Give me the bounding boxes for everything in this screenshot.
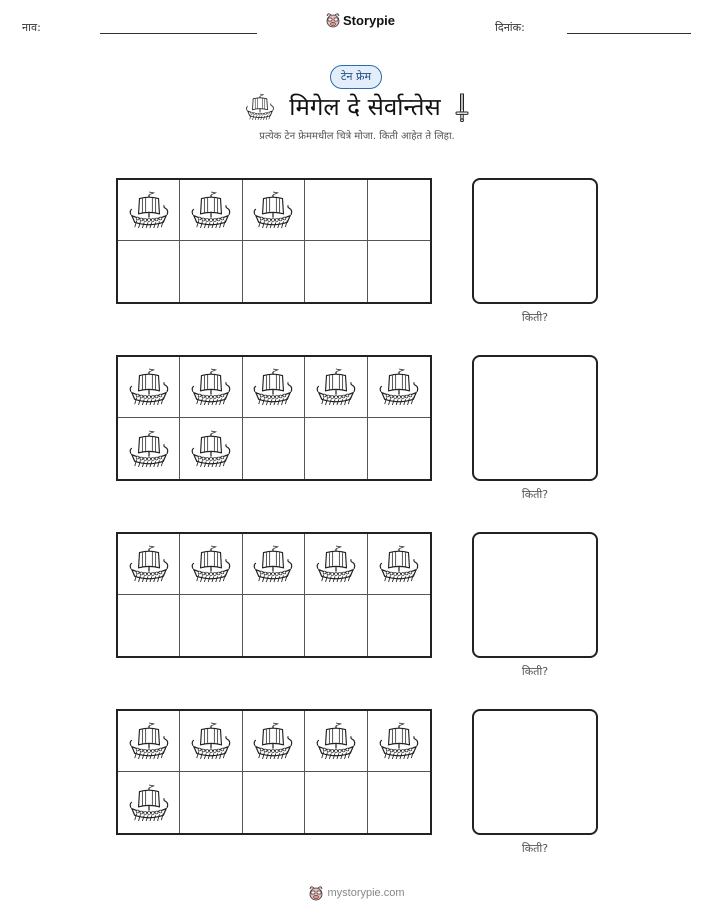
frame-cell	[243, 711, 305, 772]
viking-ship-icon	[252, 368, 294, 406]
frame-cell	[180, 534, 242, 595]
viking-ship-icon	[190, 545, 232, 583]
date-field-line[interactable]	[567, 33, 691, 34]
ten-frame	[116, 178, 432, 304]
sword-icon	[455, 92, 469, 122]
ten-frame	[116, 709, 432, 835]
date-label: दिनांक:	[495, 21, 525, 34]
page-title: मिगेल दे सेर्वान्तेस	[289, 93, 441, 121]
footer-url[interactable]: mystorypie.com	[327, 887, 405, 899]
viking-ship-icon	[378, 722, 420, 760]
frame-cell	[118, 241, 180, 302]
pig-mascot-icon	[309, 885, 323, 901]
frame-cell	[368, 241, 430, 302]
ten-frame	[116, 355, 432, 481]
frame-cell	[305, 418, 367, 479]
frame-cell	[368, 418, 430, 479]
frame-cell	[243, 357, 305, 418]
how-many-label: किती?	[521, 665, 549, 678]
viking-ship-icon	[190, 191, 232, 229]
frame-cell	[118, 180, 180, 241]
ten-frame	[116, 532, 432, 658]
viking-ship-icon	[378, 368, 420, 406]
viking-ship-icon	[315, 368, 357, 406]
answer-box[interactable]	[472, 709, 598, 835]
frame-cell	[368, 595, 430, 656]
frame-cell	[305, 595, 367, 656]
how-many-label: किती?	[521, 488, 549, 501]
viking-ship-icon	[128, 722, 170, 760]
pig-mascot-icon	[326, 12, 340, 28]
viking-ship-icon	[128, 784, 170, 822]
topic-tag: टेन फ्रेम	[330, 65, 382, 89]
frame-cell	[243, 180, 305, 241]
viking-ship-icon	[252, 545, 294, 583]
answer-box[interactable]	[472, 355, 598, 481]
frame-cell	[368, 180, 430, 241]
frame-cell	[368, 772, 430, 833]
frame-cell	[368, 534, 430, 595]
frame-cell	[180, 595, 242, 656]
viking-ship-icon	[315, 545, 357, 583]
viking-ship-icon	[128, 368, 170, 406]
frame-cell	[180, 357, 242, 418]
frame-cell	[305, 534, 367, 595]
footer	[0, 885, 714, 901]
frame-cell	[243, 772, 305, 833]
frame-cell	[118, 711, 180, 772]
viking-ship-icon	[252, 722, 294, 760]
name-field-line[interactable]	[100, 33, 257, 34]
viking-ship-icon	[190, 430, 232, 468]
frame-cell	[118, 534, 180, 595]
name-label: नाव:	[22, 21, 41, 34]
frame-cell	[180, 772, 242, 833]
viking-ship-icon	[128, 545, 170, 583]
frame-cell	[118, 357, 180, 418]
frame-cell	[180, 180, 242, 241]
viking-ship-icon	[128, 191, 170, 229]
frame-cell	[305, 241, 367, 302]
how-many-label: किती?	[521, 842, 549, 855]
frame-cell	[180, 241, 242, 302]
answer-box[interactable]	[472, 178, 598, 304]
viking-ship-icon	[245, 93, 275, 121]
viking-ship-icon	[190, 722, 232, 760]
viking-ship-icon	[252, 191, 294, 229]
how-many-label: किती?	[521, 311, 549, 324]
instructions: प्रत्येक टेन फ्रेममधील चित्रे मोजा. किती आहेत ते लिहा.	[259, 131, 455, 142]
frame-cell	[305, 180, 367, 241]
brand-name: Storypie	[343, 12, 396, 28]
viking-ship-icon	[315, 722, 357, 760]
frame-cell	[243, 418, 305, 479]
frame-cell	[180, 711, 242, 772]
frame-cell	[243, 595, 305, 656]
frame-cell	[305, 357, 367, 418]
viking-ship-icon	[190, 368, 232, 406]
brand-logo	[326, 12, 395, 28]
frame-cell	[368, 711, 430, 772]
frame-cell	[368, 357, 430, 418]
viking-ship-icon	[378, 545, 420, 583]
answer-box[interactable]	[472, 532, 598, 658]
frame-cell	[118, 595, 180, 656]
frame-cell	[243, 241, 305, 302]
title-row	[0, 90, 714, 123]
viking-ship-icon	[128, 430, 170, 468]
frame-cell	[180, 418, 242, 479]
frame-cell	[243, 534, 305, 595]
frame-cell	[305, 772, 367, 833]
frame-cell	[118, 772, 180, 833]
frame-cell	[305, 711, 367, 772]
frame-cell	[118, 418, 180, 479]
